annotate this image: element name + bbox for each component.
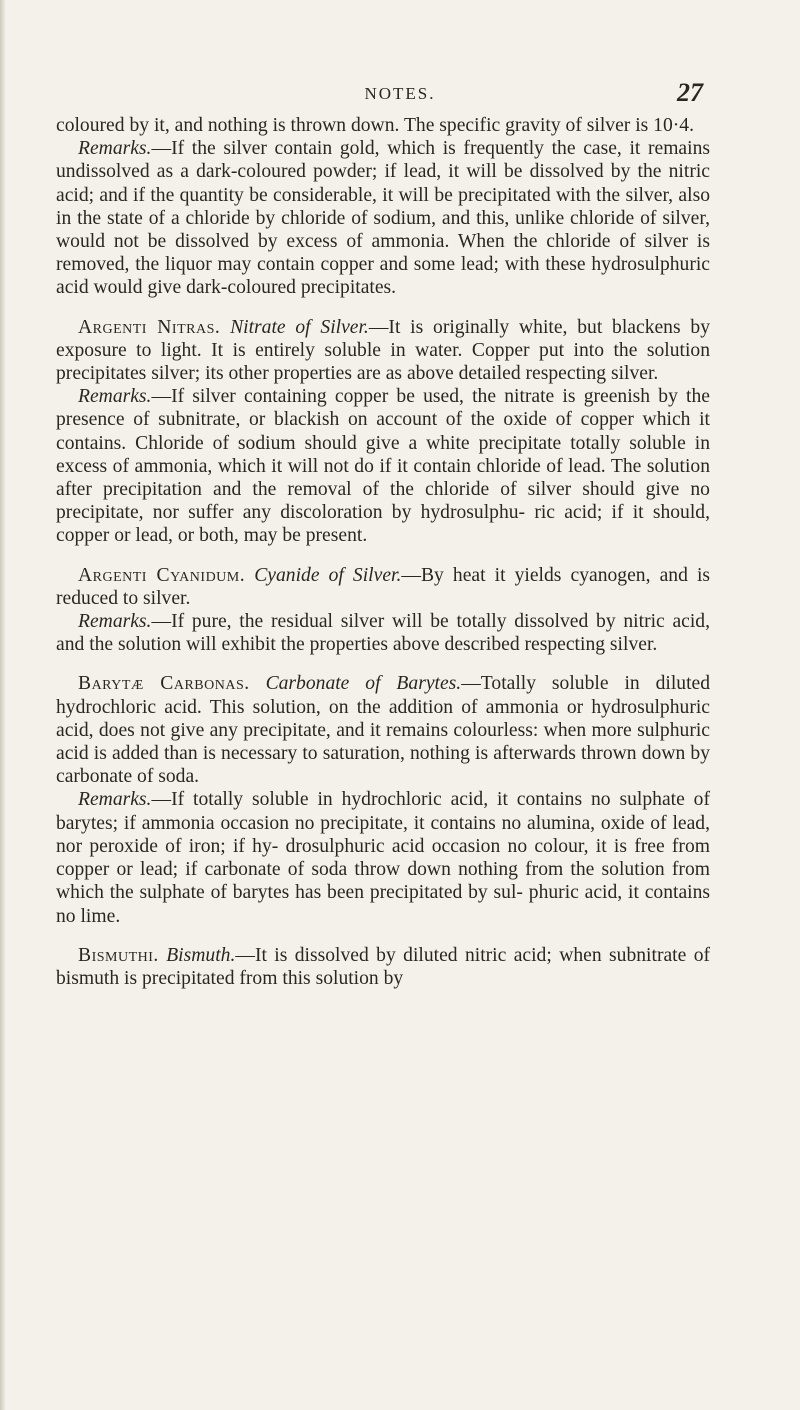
entry-name: Argenti Nitras. [78,316,221,338]
entry-title: Bismuth. [166,944,236,966]
remarks-label: Remarks. [78,138,152,160]
entry-argenti-nitras: Argenti Nitras. Nitrate of Silver.—It is originally white, but blackens by exposure to light. It is entirely soluble in water. Copper put into the solution precipitates silver; its other properties are as above detailed respecting silver. [56,316,710,385]
remarks-label: Remarks. [78,789,152,811]
entry-bismuthi: Bismuthi. Bismuth.—It is dissolved by diluted nitric acid; when subnitrate of bismuth is precipitated from this solution by [56,944,711,989]
entry-title: Carbonate of Barytes. [265,673,462,695]
page-number: 27 [677,78,703,107]
entry-name: Barytæ Carbonas. [78,673,250,695]
remarks-label: Remarks. [78,611,152,633]
paragraph-remarks-cyanidum: Remarks.—If pure, the residual silver will be totally dissolved by nitric acid, and the solution will exhibit the properties above described respecting silver. [56,611,710,656]
paragraph-gravity: coloured by it, and nothing is thrown down. The specific gravity of silver is 10·4. [56,115,694,136]
entry-barytae-carbonas: Barytæ Carbonas. Carbonate of Barytes.—Totally soluble in diluted hydrochloric acid. This solution, on the addition of ammonia or hydrosulphuric acid, does not give any precipitate, and it remains colourless: when more sulphuric acid is added than is necessary to saturation, nothing is afterwards thrown down by carbonate of soda. [56,673,711,788]
page-body [56,114,710,990]
entry-title: Cyanide of Silver. [254,564,402,586]
running-head: NOTES. [364,84,436,103]
entry-title: Nitrate of Silver. [230,316,369,338]
entry-name: Argenti Cyanidum. [78,564,246,586]
page-binding-edge [0,0,6,1410]
paragraph-remarks-barytae: Remarks.—If totally soluble in hydrochloric acid, it contains no sulphate of barytes; if ammonia occasion no precipitate, it contains no alumina, oxide of lead, nor peroxide of iron; if hy- drosulphuric acid occasion no colour, it is free from copper or lead; if carbonate of soda throw down nothing from the solution from which the sulphate of barytes has been precipitated by sul- phuric acid, it contains no lime. [56,789,711,927]
entry-argenti-cyanidum: Argenti Cyanidum. Cyanide of Silver.—By heat it yields cyanogen, and is reduced to silver. [56,564,711,609]
page-header [0,78,800,108]
entry-name: Bismuthi. [78,944,159,966]
remarks-label: Remarks. [78,386,152,408]
paragraph-remarks-nitras: Remarks.—If silver containing copper be used, the nitrate is greenish by the presence of subnitrate, or blackish on account of the oxide of copper which it contains. Chloride of sodium should give a white precipitate totally soluble in excess of ammonia, which it will not do if it contain chloride of lead. The solution after precipitation and the removal of the chloride of silver should give no precipitate, nor suffer any discoloration by hydrosulphu- ric acid; if it should, copper or lead, or both, may be present. [56,386,710,547]
paragraph-remarks-silver: Remarks.—If the silver contain gold, which is frequently the case, it remains undissolved as a dark-coloured powder; if lead, it will be dissolved by the nitric acid; and if the quantity be considerable, it will be precipitated with the silver, also in the state of a chloride by chloride of sodium, and this, unlike chloride of silver, would not be dissolved by excess of ammonia. When the chloride of silver is removed, the liquor may contain copper and some lead; with these hydrosulphuric acid would give dark-coloured precipitates. [56,138,710,299]
